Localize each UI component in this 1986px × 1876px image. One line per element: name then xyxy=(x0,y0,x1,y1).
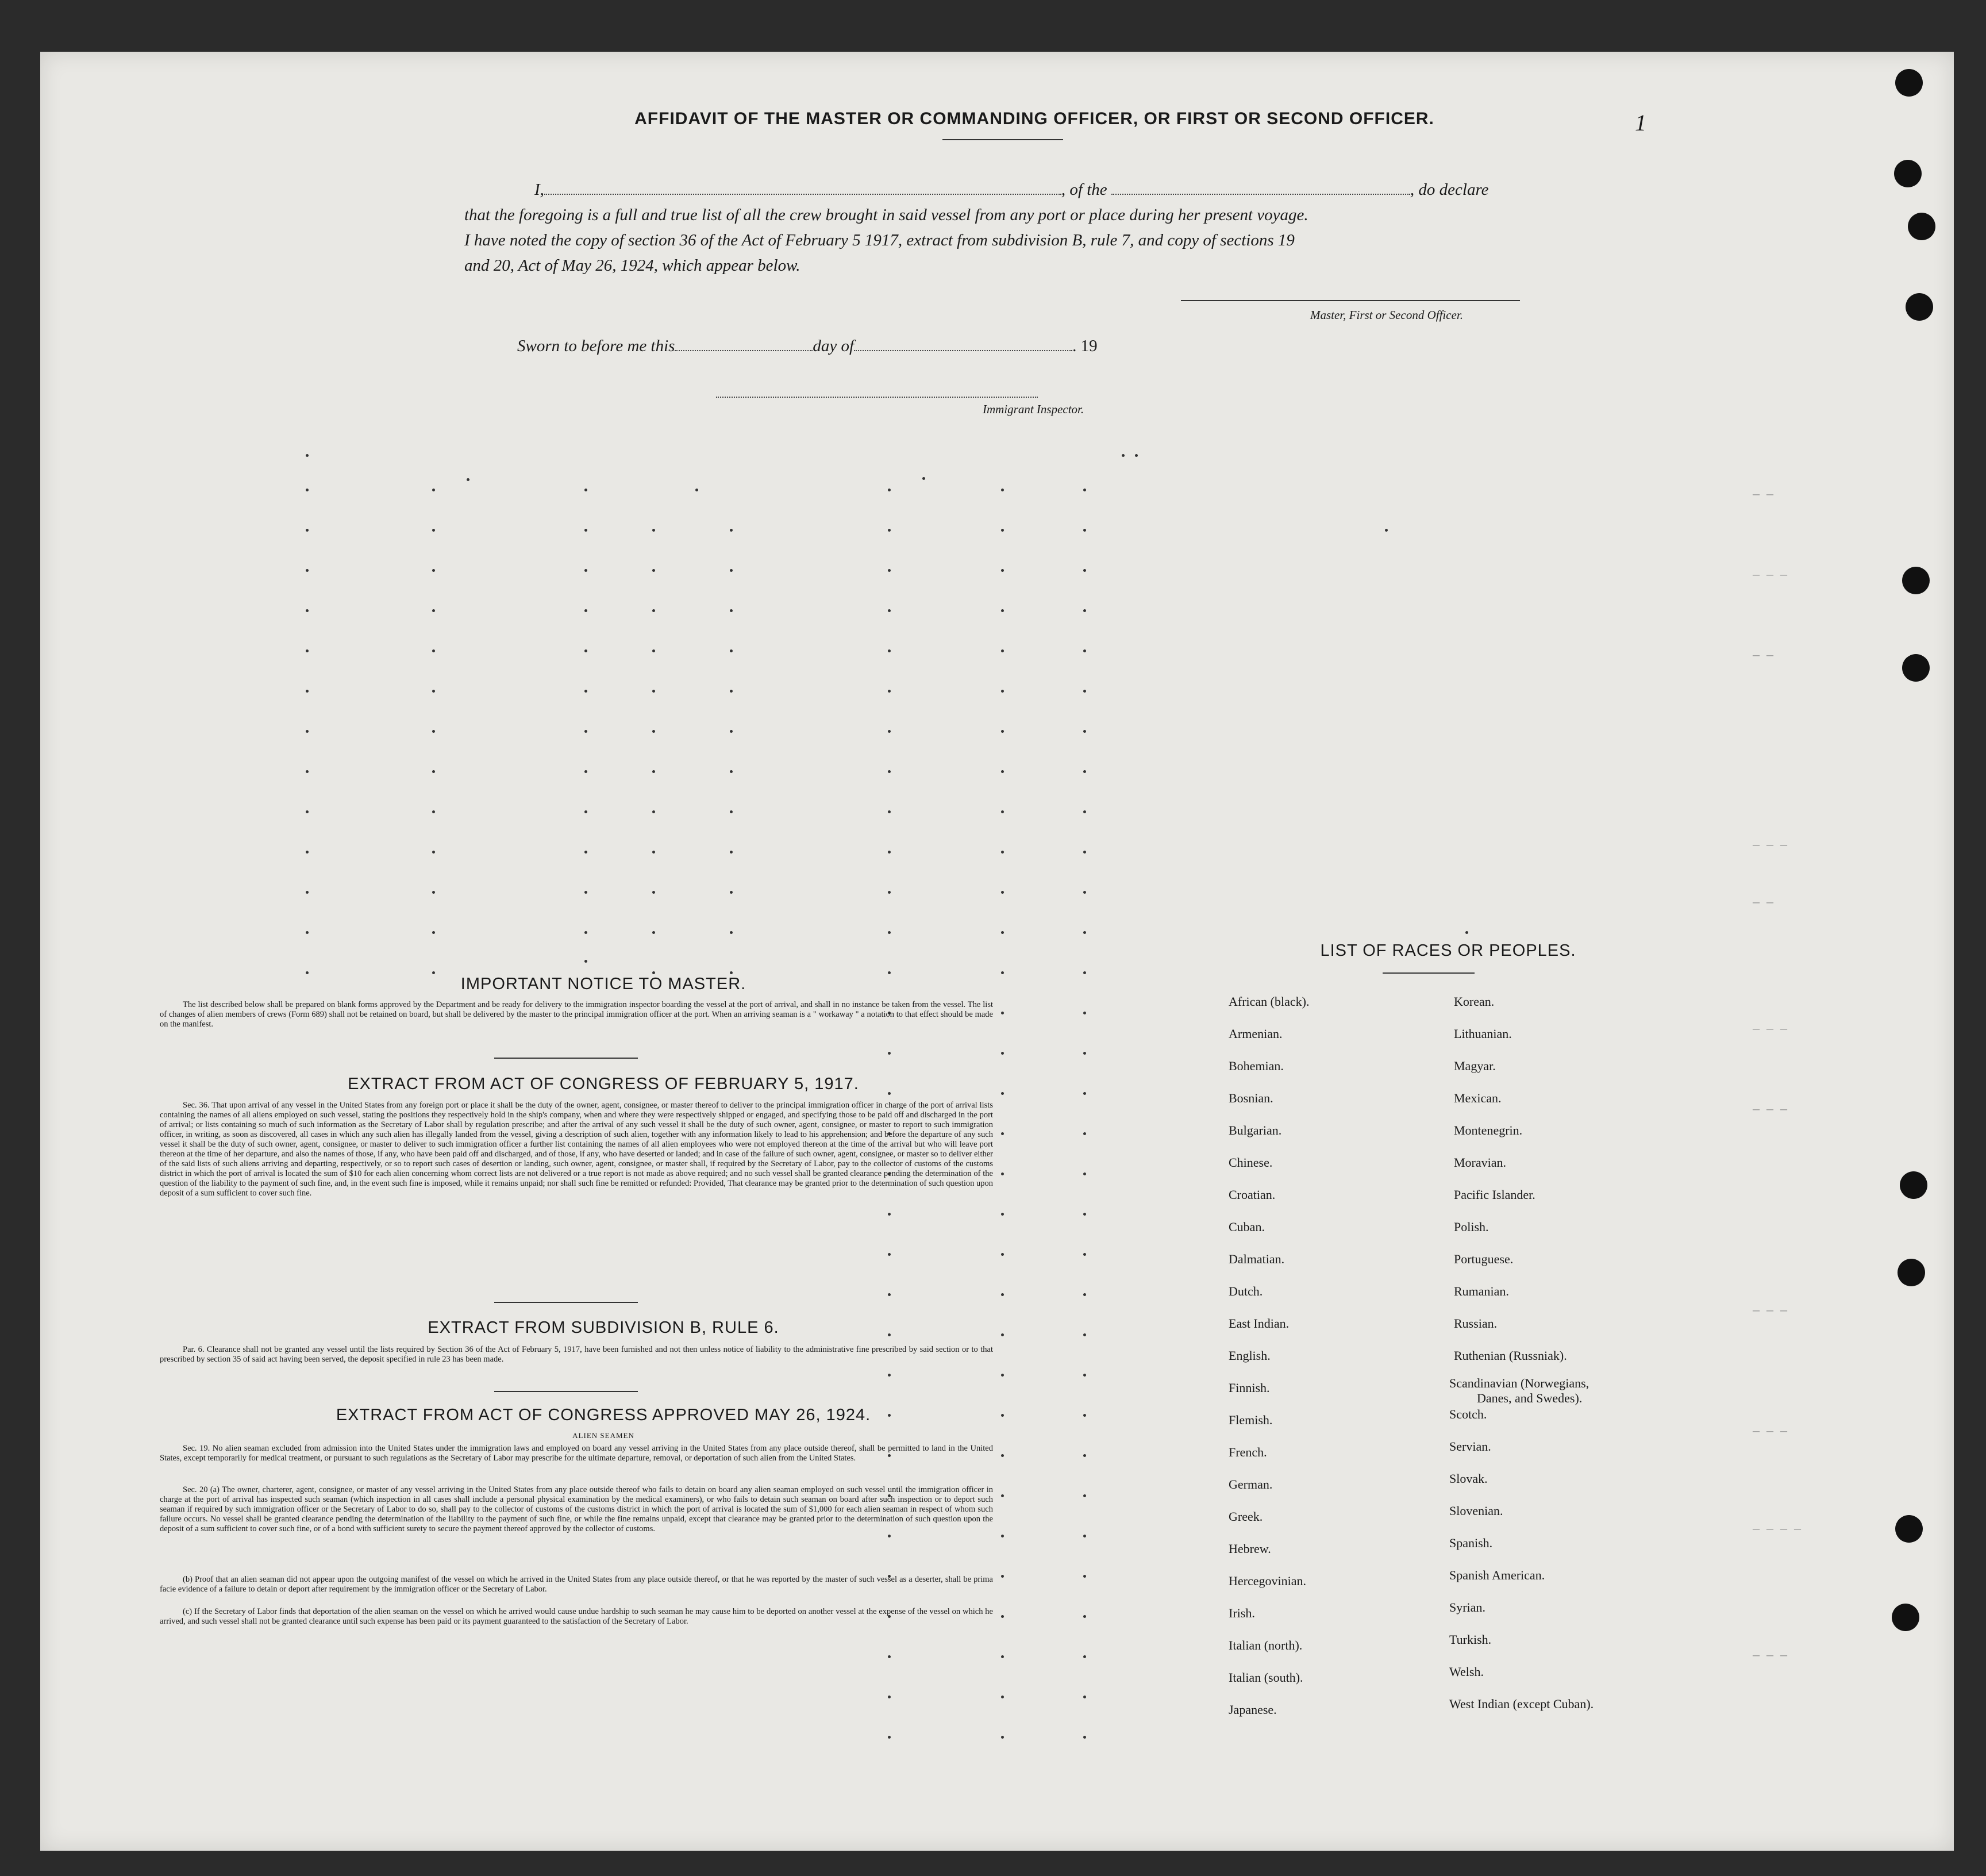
master-signature-label: Master, First or Second Officer. xyxy=(1310,308,1463,322)
race-item: Scandinavian (Norwegians, xyxy=(1449,1376,1589,1390)
race-item: Armenian. xyxy=(1229,1027,1283,1041)
races-heading: LIST OF RACES OR PEOPLES. xyxy=(1320,941,1576,960)
race-item: German. xyxy=(1229,1477,1273,1491)
race-item: Hercegovinian. xyxy=(1229,1574,1306,1588)
title-underline xyxy=(942,139,1063,140)
race-item: Bosnian. xyxy=(1229,1091,1273,1105)
extract-rule6-divider xyxy=(494,1391,638,1392)
notice-divider xyxy=(494,1058,638,1059)
extract-1917-divider xyxy=(494,1302,638,1303)
race-item: Chinese. xyxy=(1229,1155,1273,1170)
punch-hole xyxy=(1895,1515,1923,1543)
extract-1924-sec20a: Sec. 20 (a) The owner, charterer, agent, consignee, or master of any vessel arriving in the United States from any place outside thereof who fails to detain on board any alien seaman employed on such vessel until the immigration officer in charge at the port of arrival has inspected such seaman (which inspection in all cases shall include a personal physical examination by the medical examiners), or who fails to detain such seaman on board after such inspection or to deport such seaman if required by such immigration officer or the Secretary of Labor to do so, shall pay to the collector of customs of the customs district in which the port of arrival is located the sum of $1,000 for each alien seaman in respect of whom such failure occurs. No vessel shall be granted clearance pending the determination of the liability to the payment of such fine, or while the fine remains unpaid, except that clearance may be granted prior to the determination of such question upon the deposit of a sum sufficient to cover such fine, or of a bond with sufficient surety to secure the payment thereof approved by the collector of customs. xyxy=(160,1485,993,1533)
race-item: Magyar. xyxy=(1454,1059,1496,1073)
do-declare-label: , do declare xyxy=(1410,180,1489,199)
extract-1924-sec20b: (b) Proof that an alien seaman did not appear upon the outgoing manifest of the vessel on which he arrived in the United States from any place outside thereof, or that he was reported by the master of such vessel as a deserter, shall be prima facie evidence of a failure to detain or deport after requirement by the immigration officer or the Secretary of Labor. xyxy=(160,1575,993,1594)
extract-1924-sec19: Sec. 19. No alien seaman excluded from admission into the United States under the immigration laws and employed on board any vessel arriving in the United States from any place outside thereof, shall be permitted to land in the United States, except temporarily for medical treatment, or pursuant to such regulations as the Secretary of Labor may prescribe for the ultimate departure, removal, or deportation of such alien from the United States. xyxy=(160,1444,993,1463)
form-page: 1 AFFIDAVIT OF THE MASTER OR COMMANDING OFFICER, OR FIRST OR SECOND OFFICER. I, , of the , do declare that the foregoing is a full and true list of all the crew brought in said vessel from any port or place during her present voyage. I have noted the copy of section 36 of the Act of February 5 1917, extract from subdivision B, rule 7, and copy of sections 19 and 20, Act of May 26, 1924, which appear below. Master, First or Second Officer. Sworn to before me this day of . 19 Immigrant Inspector. — — — — — — — — — — — — — — — — — — — — — — — — — — — — — — — IMPORTANT NOTICE TO MASTER. The list described below shall be prepared on blank forms approved by the Department and be ready for delivery to the immigration inspector boarding the vessel at the port of arrival, and shall in no instance be taken from the vessel. The list of changes of alien members of crews (Form 689) shall not be retained on board, but shall be delivered by the master to the principal immigration officer at the port. When an arriving seaman is a " workaway " a notation to that effect should be made on the manifest. EXTRACT FROM ACT OF CONGRESS OF FEBRUARY 5, 1917. Sec. 36. That upon arrival of any vessel in the United States from any foreign port or place it shall be the duty of the owner, agent, consignee, or master thereof to deliver to the principal immigration officer in charge of the port of arrival lists containing the names of all aliens employed on such vessel, stating the positions they respectively hold in the ship's company, when and where they were respectively shipped or engaged, and specifying those to be paid off and discharged in the port of arrival; or lists containing so much of such information as the Secretary of Labor shall by regulation prescribe; and after the arrival of any such vessel it shall be the duty of such owner, agent, consignee, or master to report to such immigration officer, in writing, as soon as discovered, all cases in which any such alien has illegally landed from the vessel, giving a description of such alien, together with any information likely to lead to his apprehension; and before the departure of any such vessel it shall be the duty of such owner, agent, consignee, or master to deliver to such immigration officer a further list containing the names of all alien employees who were not employed thereon at the time of the arrival but who will leave port thereon at the time of her departure, and also the names of those, if any, who have been paid off and discharged, and of those, if any, who have deserted or landed; and in case of the failure of such owner, agent, consignee, or master so to deliver either of the said lists of such aliens arriving and departing, respectively, or so to report such cases of desertion or landing, such owner, agent, consignee, or master shall, if required by the Secretary of Labor, pay to the collector of customs of the customs district in which the port of arrival is located the sum of $10 for each alien concerning whom correct lists are not delivered or a true report is not made as above required; and no such vessel shall be granted clearance pending the determination of the question of the liability to the payment of such fine, and, in the event such fine is imposed, while it remains unpaid; nor shall such fine be remitted or refunded: Provided, That clearance may be granted prior to the determination of such question upon deposit of a sum sufficient to cover such fine. EXTRACT FROM SUBDIVISION B, RULE 6. Par. 6. Clearance shall not be granted any vessel until the lists required by Section 36 of the Act of February 5, 1917, have been furnished and not then unless notice of liability to the administrative fine prescribed by said section or to that prescribed by section 35 of said act having been served, the deposit specified in rule 23 has been made. EXTRACT FROM ACT OF CONGRESS APPROVED MAY 26, 1924. ALIEN SEAMEN Sec. 19. No alien seaman excluded from admission into the United States under the immigration laws and employed on board any vessel arriving in the United States from any place outside thereof, shall be permitted to land in the United States, except temporarily for medical treatment, or pursuant to such regulations as the Secretary of Labor may prescribe for the ultimate departure, removal, or deportation of such alien from the United States. Sec. 20 (a) The owner, charterer, agent, consignee, or master of any vessel arriving in the United States from any place outside thereof who fails to detain on board any alien seaman employed on such vessel until the immigration officer in charge at the port of arrival has inspected such seaman (which inspection in all cases shall include a personal physical examination by the medical examiners), or who fails to detain such seaman on board after such inspection or to deport such seaman if required by such immigration officer or the Secretary of Labor to do so, shall pay to the collector of customs of the customs district in which the port of arrival is located the sum of $1,000 for each alien seaman in respect of whom such failure occurs. No vessel shall be granted clearance pending the determination of the liability to the payment of such fine, or while the fine remains unpaid, except that clearance may be granted prior to the determination of such question upon the deposit of a sum sufficient to cover such fine, or of a bond with sufficient surety to secure the payment thereof approved by the collector of customs. (b) Proof that an alien seaman did not appear upon the outgoing manifest of the vessel on which he arrived in the United States from any place outside thereof, or that he was reported by the master of such vessel as a deserter, shall be prima facie evidence of a failure to detain or deport after requirement by the immigration officer or the Secretary of Labor. (c) If the Secretary of Labor finds that deportation of the alien seaman on the vessel on which he arrived would cause undue hardship to such seaman he may cause him to be deported on another vessel at the expense of the vessel on which he arrived, and such vessel shall not be granted clearance until such expense has been paid or its payment guaranteed to the satisfaction of the Secretary of Labor. LIST OF RACES OR PEOPLES. African (black). Armenian. Bohemian. Bosnian. Bulgarian. Chinese. Croatian. Cuban. Dalmatian. Dutch. East Indian. English. Finnish. Flemish. French. German. Greek. Hebrew. Hercegovinian. Irish. Italian (north). Italian (south). Japanese. Korean. Lithuanian. Magyar. Mexican. Montenegrin. Moravian. Pacific Islander. Polish. Portuguese. Rumanian. Russian. Ruthenian (Russniak). Scandinavian (Norwegians, Danes, and Swedes). Scotch. Servian. Slovak. Slovenian. Spanish. Spanish American. Syrian. Turkish. Welsh. West Indian (except Cuban). xyxy=(40,52,1954,1851)
race-item: Irish. xyxy=(1229,1606,1255,1620)
race-item: Rumanian. xyxy=(1454,1284,1509,1298)
punch-hole xyxy=(1906,293,1933,321)
declaration-line-2: that the foregoing is a full and true list of all the crew brought in said vessel from any port or place during her present voyage. xyxy=(464,206,1308,224)
extract-rule6-heading: EXTRACT FROM SUBDIVISION B, RULE 6. xyxy=(428,1318,779,1337)
race-item: Spanish. xyxy=(1449,1536,1493,1550)
race-item: Korean. xyxy=(1454,994,1495,1009)
race-item: Cuban. xyxy=(1229,1220,1265,1234)
race-item: Portuguese. xyxy=(1454,1252,1514,1266)
punch-hole xyxy=(1908,213,1935,240)
race-item: African (black). xyxy=(1229,994,1310,1009)
race-item: Croatian. xyxy=(1229,1187,1276,1202)
race-item: Mexican. xyxy=(1454,1091,1502,1105)
race-item: Dalmatian. xyxy=(1229,1252,1285,1266)
notice-heading: IMPORTANT NOTICE TO MASTER. xyxy=(460,975,746,993)
race-item: Lithuanian. xyxy=(1454,1027,1512,1041)
race-item-continuation: Danes, and Swedes). xyxy=(1477,1391,1583,1405)
punch-hole xyxy=(1894,160,1922,187)
races-heading-underline xyxy=(1383,972,1475,974)
race-item: English. xyxy=(1229,1348,1271,1363)
day-blank[interactable] xyxy=(675,337,813,351)
race-item: Slovak. xyxy=(1449,1471,1488,1486)
punch-hole xyxy=(1895,69,1923,97)
extract-1924-subheading: ALIEN SEAMEN xyxy=(572,1431,634,1440)
notice-text: The list described below shall be prepared on blank forms approved by the Department and be ready for delivery to the immigration inspector boarding the vessel at the port of arrival, and shall in no instance be taken from the vessel. The list of changes of alien members of crews (Form 689) shall not be retained on board, but shall be delivered by the master to the principal immigration officer at the port. When an arriving seaman is a " workaway " a notation to that effect should be made on the manifest. xyxy=(160,1000,993,1029)
race-item: Scotch. xyxy=(1449,1407,1487,1421)
race-item: Dutch. xyxy=(1229,1284,1263,1298)
extract-1917-heading: EXTRACT FROM ACT OF CONGRESS OF FEBRUARY 5, 1917. xyxy=(348,1075,859,1093)
race-item: French. xyxy=(1229,1445,1267,1459)
punch-hole xyxy=(1902,654,1930,682)
race-item: Italian (south). xyxy=(1229,1670,1303,1685)
race-item: Japanese. xyxy=(1229,1702,1277,1717)
race-item: East Indian. xyxy=(1229,1316,1290,1331)
extract-1924-heading: EXTRACT FROM ACT OF CONGRESS APPROVED MAY 26, 1924. xyxy=(336,1406,871,1424)
race-item: Russian. xyxy=(1454,1316,1498,1331)
race-item: Italian (north). xyxy=(1229,1638,1303,1652)
extract-1924-sec20c: (c) If the Secretary of Labor finds that deportation of the alien seaman on the vessel on which he arrived would cause undue hardship to such seaman he may cause him to be deported on another vessel at the expense of the vessel on which he arrived, and such vessel shall not be granted clearance until such expense has been paid or its payment guaranteed to the satisfaction of the Secretary of Labor. xyxy=(160,1607,993,1626)
declaration-line-4: and 20, Act of May 26, 1924, which appear below. xyxy=(464,256,800,275)
master-signature-line[interactable] xyxy=(1181,300,1520,301)
race-item: Slovenian. xyxy=(1449,1504,1503,1518)
race-item: Welsh. xyxy=(1449,1664,1484,1679)
declaration-line-1 xyxy=(534,177,1580,202)
race-item: Bohemian. xyxy=(1229,1059,1284,1073)
sworn-line xyxy=(517,333,1322,359)
extract-1917-text: Sec. 36. That upon arrival of any vessel in the United States from any foreign port or place it shall be the duty of the owner, agent, consignee, or master thereof to deliver to the principal immigration officer in charge of the port of arrival lists containing the names of all aliens employed on such vessel, stating the positions they respectively hold in the ship's company, when and where they were respectively shipped or engaged, and specifying those to be paid off and discharged in the port of arrival; or lists containing so much of such information as the Secretary of Labor shall by regulation prescribe; and after the arrival of any such vessel it shall be the duty of such owner, agent, consignee, or master to report to such immigration officer, in writing, as soon as discovered, all cases in which any such alien has illegally landed from the vessel, giving a description of such alien, together with any information likely to lead to his apprehension; and before the departure of any such vessel it shall be the duty of such owner, agent, consignee, or master to deliver to such immigration officer a further list containing the names of all alien employees who were not employed thereon at the time of the arrival but who will leave port thereon at the time of her departure, and also the names of those, if any, who have been paid off and discharged, and of those, if any, who have deserted or landed; and in case of the failure of such owner, agent, consignee, or master so to deliver either of the said lists of such aliens arriving and departing, respectively, or so to report such cases of desertion or landing, such owner, agent, consignee, or master shall, if required by the Secretary of Labor, pay to the collector of customs of the customs district in which the port of arrival is located the sum of $10 for each alien concerning whom correct lists are not delivered or a true report is not made as above required; and no such vessel shall be granted clearance pending the determination of the question of the liability to the payment of such fine, and, in the event such fine is imposed, while it remains unpaid; nor shall such fine be remitted or refunded: Provided, That clearance may be granted prior to the determination of such question upon deposit of a sum sufficient to cover such fine. xyxy=(160,1101,993,1198)
name-blank[interactable] xyxy=(544,181,1061,195)
race-item: Turkish. xyxy=(1449,1632,1492,1647)
page-number: 1 xyxy=(1635,110,1646,136)
race-item: Pacific Islander. xyxy=(1454,1187,1535,1202)
race-item: Servian. xyxy=(1449,1439,1491,1454)
sworn-label: Sworn to before me this xyxy=(517,337,675,355)
race-item: Moravian. xyxy=(1454,1155,1507,1170)
vessel-blank[interactable] xyxy=(1111,181,1410,195)
race-item: Greek. xyxy=(1229,1509,1263,1524)
race-item: Syrian. xyxy=(1449,1600,1485,1614)
race-item: Spanish American. xyxy=(1449,1568,1545,1582)
of-the-label: , of the xyxy=(1061,180,1107,199)
declaration-line-3: I have noted the copy of section 36 of the Act of February 5 1917, extract from subdivision B, rule 7, and copy of sections 19 xyxy=(464,231,1295,249)
race-item: Montenegrin. xyxy=(1454,1123,1523,1137)
race-item: Bulgarian. xyxy=(1229,1123,1282,1137)
inspector-signature-label: Immigrant Inspector. xyxy=(983,402,1084,416)
race-item: Finnish. xyxy=(1229,1381,1270,1395)
race-item: Ruthenian (Russniak). xyxy=(1454,1348,1567,1363)
race-item: Polish. xyxy=(1454,1220,1489,1234)
punch-hole xyxy=(1892,1604,1919,1631)
day-of-label: day of xyxy=(813,337,855,355)
affidavit-title: AFFIDAVIT OF THE MASTER OR COMMANDING OFFICER, OR FIRST OR SECOND OFFICER. xyxy=(634,109,1434,128)
month-blank[interactable] xyxy=(854,337,1072,351)
extract-rule6-text: Par. 6. Clearance shall not be granted any vessel until the lists required by Section 36 of the Act of February 5, 1917, have been furnished and not then unless notice of liability to the administrative fine prescribed by said section or to that prescribed by section 35 of said act having been served, the deposit specified in rule 23 has been made. xyxy=(160,1345,993,1364)
race-item: Hebrew. xyxy=(1229,1541,1271,1556)
punch-hole xyxy=(1902,567,1930,594)
year-prefix: . 19 xyxy=(1072,337,1098,355)
race-item: West Indian (except Cuban). xyxy=(1449,1697,1594,1711)
punch-hole xyxy=(1898,1259,1925,1286)
race-item: Flemish. xyxy=(1229,1413,1273,1427)
punch-hole xyxy=(1900,1171,1927,1199)
inspector-signature-line[interactable] xyxy=(716,397,1038,398)
i-label: I, xyxy=(534,180,544,199)
